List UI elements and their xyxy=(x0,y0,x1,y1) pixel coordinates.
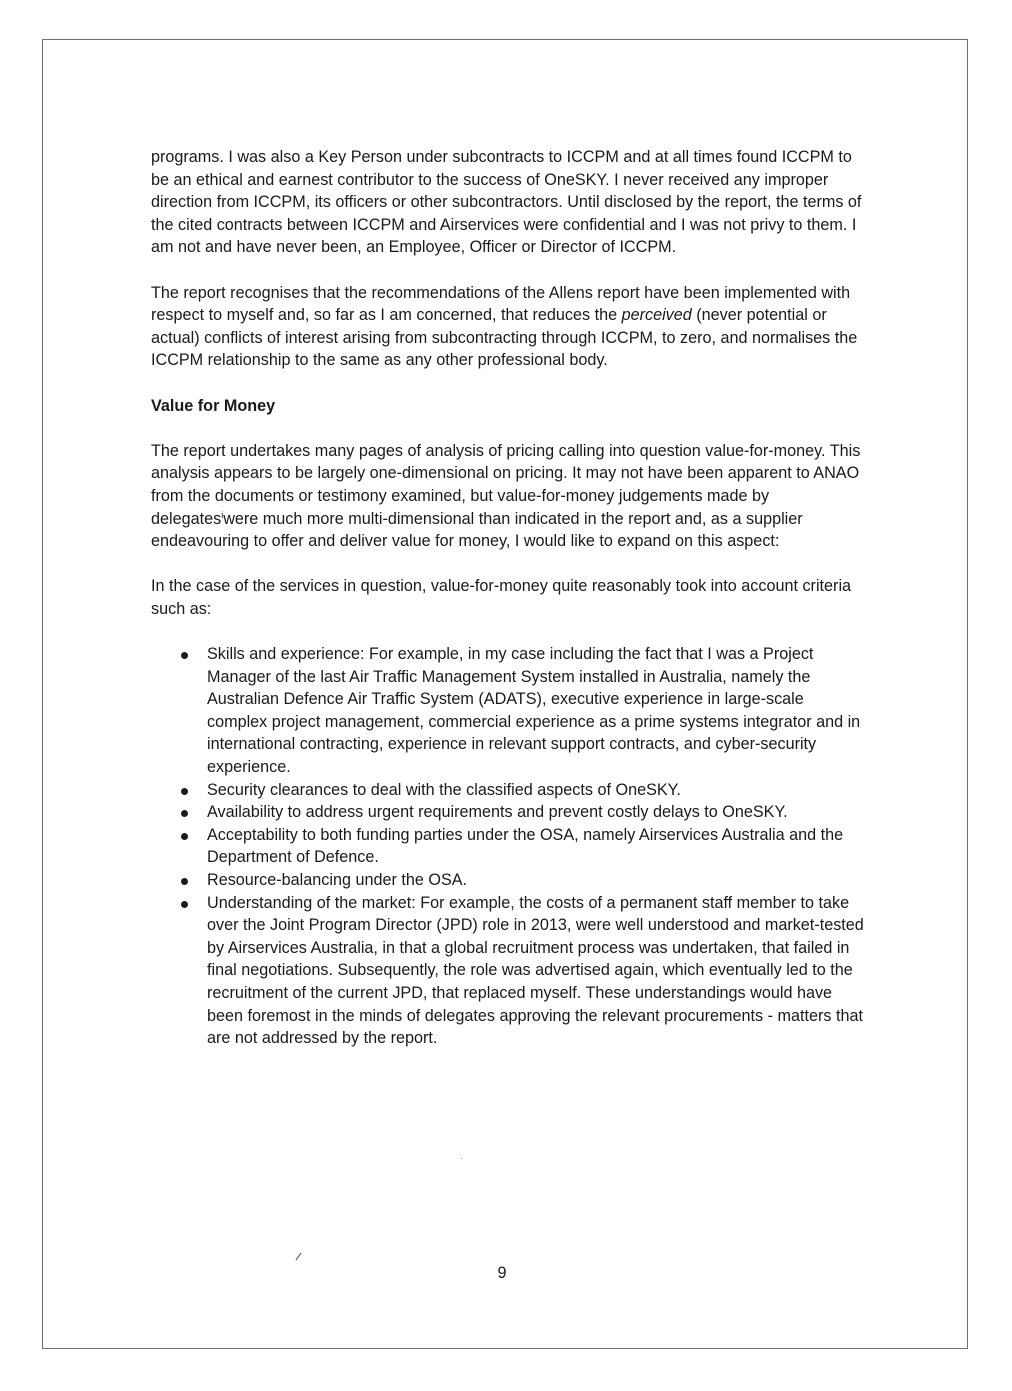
list-item xyxy=(151,801,866,824)
bullet-icon xyxy=(181,878,188,885)
document-body xyxy=(151,146,866,1050)
endnote-marker[interactable]: i xyxy=(221,509,224,520)
scan-speck xyxy=(461,1158,462,1159)
paragraph-criteria-intro: In the case of the services in question, value-for-money quite reasonably took into account criteria such as: xyxy=(151,577,852,618)
list-item-text: Resource-balancing under the OSA. xyxy=(207,871,468,889)
paragraph-text: The report undertakes many pages of analysis of pricing calling into question value-for-money. This analysis appears to be largely one-dimensional on pricing. It may not have been apparent to ANAO from the documents or testimony examined, but value-for-money judgements made by delegates xyxy=(151,441,861,528)
list-item-text: Security clearances to deal with the classified aspects of OneSKY. xyxy=(207,780,681,799)
section-heading: Value for Money xyxy=(151,396,276,415)
list-item-text: Skills and experience: For example, in my case including the fact that I was a Project Manager of the last Air Traffic Management System installed in Australia, namely the Australian Defence Air Traffic System (ADATS), executive experience in large-scale complex project management, commercial experience as a prime systems integrator and in international contracting, experience in relevant support contracts, and cyber-security experience. xyxy=(207,645,861,777)
list-item xyxy=(151,824,866,869)
list-item-text: Availability to address urgent requirements and prevent costly delays to OneSKY. xyxy=(207,803,788,822)
list-item-text: Understanding of the market: For example, the costs of a permanent staff member to take over the Joint Program Director (JPD) role in 2013, were well understood and market-tested by Airservices Australia, in that a global recruitment process was undertaken, that failed in final negotiations. Subsequently, the role was advertised again, which eventually led to the recruitment of the current JPD, that replaced myself. These understandings would have been foremost in the minds of delegates approving the relevant procurements - matters that are not addressed by the report. xyxy=(207,893,864,1048)
paragraph-iccpm-relationship: programs. I was also a Key Person under subcontracts to ICCPM and at all times found ICCPM to be an ethical and earnest contributor to the success of OneSKY. I never received any improper direction from ICCPM, its officers or other subcontractors. Until disclosed by the report, the terms of the cited contracts between ICCPM and Airservices were confidential and I was not privy to them. I am not and have never been, an Employee, Officer or Director of ICCPM. xyxy=(151,148,862,257)
paragraph-text: were much more multi-dimensional than indicated in the report and, as a supplier endeavouring to offer and deliver value for money, I would like to expand on this aspect: xyxy=(151,509,803,551)
bullet-icon xyxy=(181,788,188,795)
criteria-list xyxy=(151,643,866,1050)
bullet-icon xyxy=(181,833,188,840)
list-item xyxy=(151,779,866,802)
list-item xyxy=(151,892,866,1050)
paragraph-pricing-analysis xyxy=(151,440,866,553)
bullet-icon xyxy=(181,810,188,817)
list-item xyxy=(151,643,866,779)
bullet-icon xyxy=(181,901,188,908)
list-item-text: Acceptability to both funding parties under the OSA, namely Airservices Australia and the Department of Defence. xyxy=(207,825,844,867)
list-item xyxy=(151,869,866,892)
italic-text: perceived xyxy=(621,306,692,325)
paragraph-text: (never potential or actual) conflicts of interest arising from subcontracting through ICCPM, to zero, and normalises the ICCPM relationship to the same as any other professional body. xyxy=(151,306,858,370)
page-number: 9 xyxy=(497,1264,507,1282)
paragraph-text: The report recognises that the recommendations of the Allens report have been implemented with respect to myself and, so far as I am concerned, that reduces the xyxy=(151,283,851,325)
paragraph-allens-recommendations xyxy=(151,282,866,372)
bullet-icon xyxy=(181,652,188,659)
